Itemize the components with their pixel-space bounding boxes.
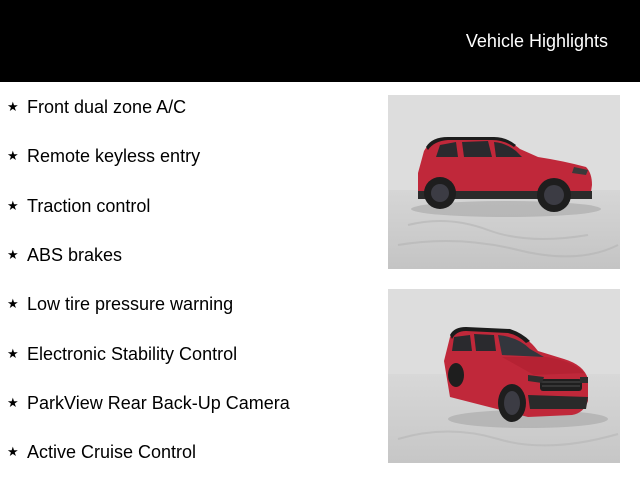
star-icon: ★	[7, 346, 19, 361]
vehicle-photo-front	[388, 289, 620, 463]
feature-label: ParkView Rear Back-Up Camera	[27, 392, 290, 413]
feature-label: ABS brakes	[27, 244, 123, 265]
star-icon: ★	[7, 247, 19, 262]
feature-label: Traction control	[27, 195, 151, 216]
page-title: Vehicle Highlights	[465, 31, 608, 51]
feature-label: Front dual zone A/C	[27, 96, 187, 117]
feature-item	[7, 243, 122, 267]
header-bar	[0, 0, 640, 82]
vehicle-photo-side	[388, 95, 620, 269]
feature-label: Active Cruise Control	[27, 441, 197, 462]
star-icon: ★	[7, 99, 19, 114]
star-icon: ★	[7, 444, 19, 459]
feature-item	[7, 391, 290, 415]
feature-item	[7, 292, 233, 316]
star-icon: ★	[7, 198, 19, 213]
star-icon: ★	[7, 148, 19, 163]
feature-item	[7, 95, 186, 119]
feature-label: Electronic Stability Control	[27, 343, 238, 364]
star-icon: ★	[7, 296, 19, 311]
feature-label: Low tire pressure warning	[27, 293, 234, 314]
feature-item	[7, 342, 237, 366]
feature-label: Remote keyless entry	[27, 145, 201, 166]
star-icon: ★	[7, 395, 19, 410]
feature-item	[7, 440, 196, 464]
feature-item	[7, 194, 150, 218]
feature-item	[7, 144, 200, 168]
